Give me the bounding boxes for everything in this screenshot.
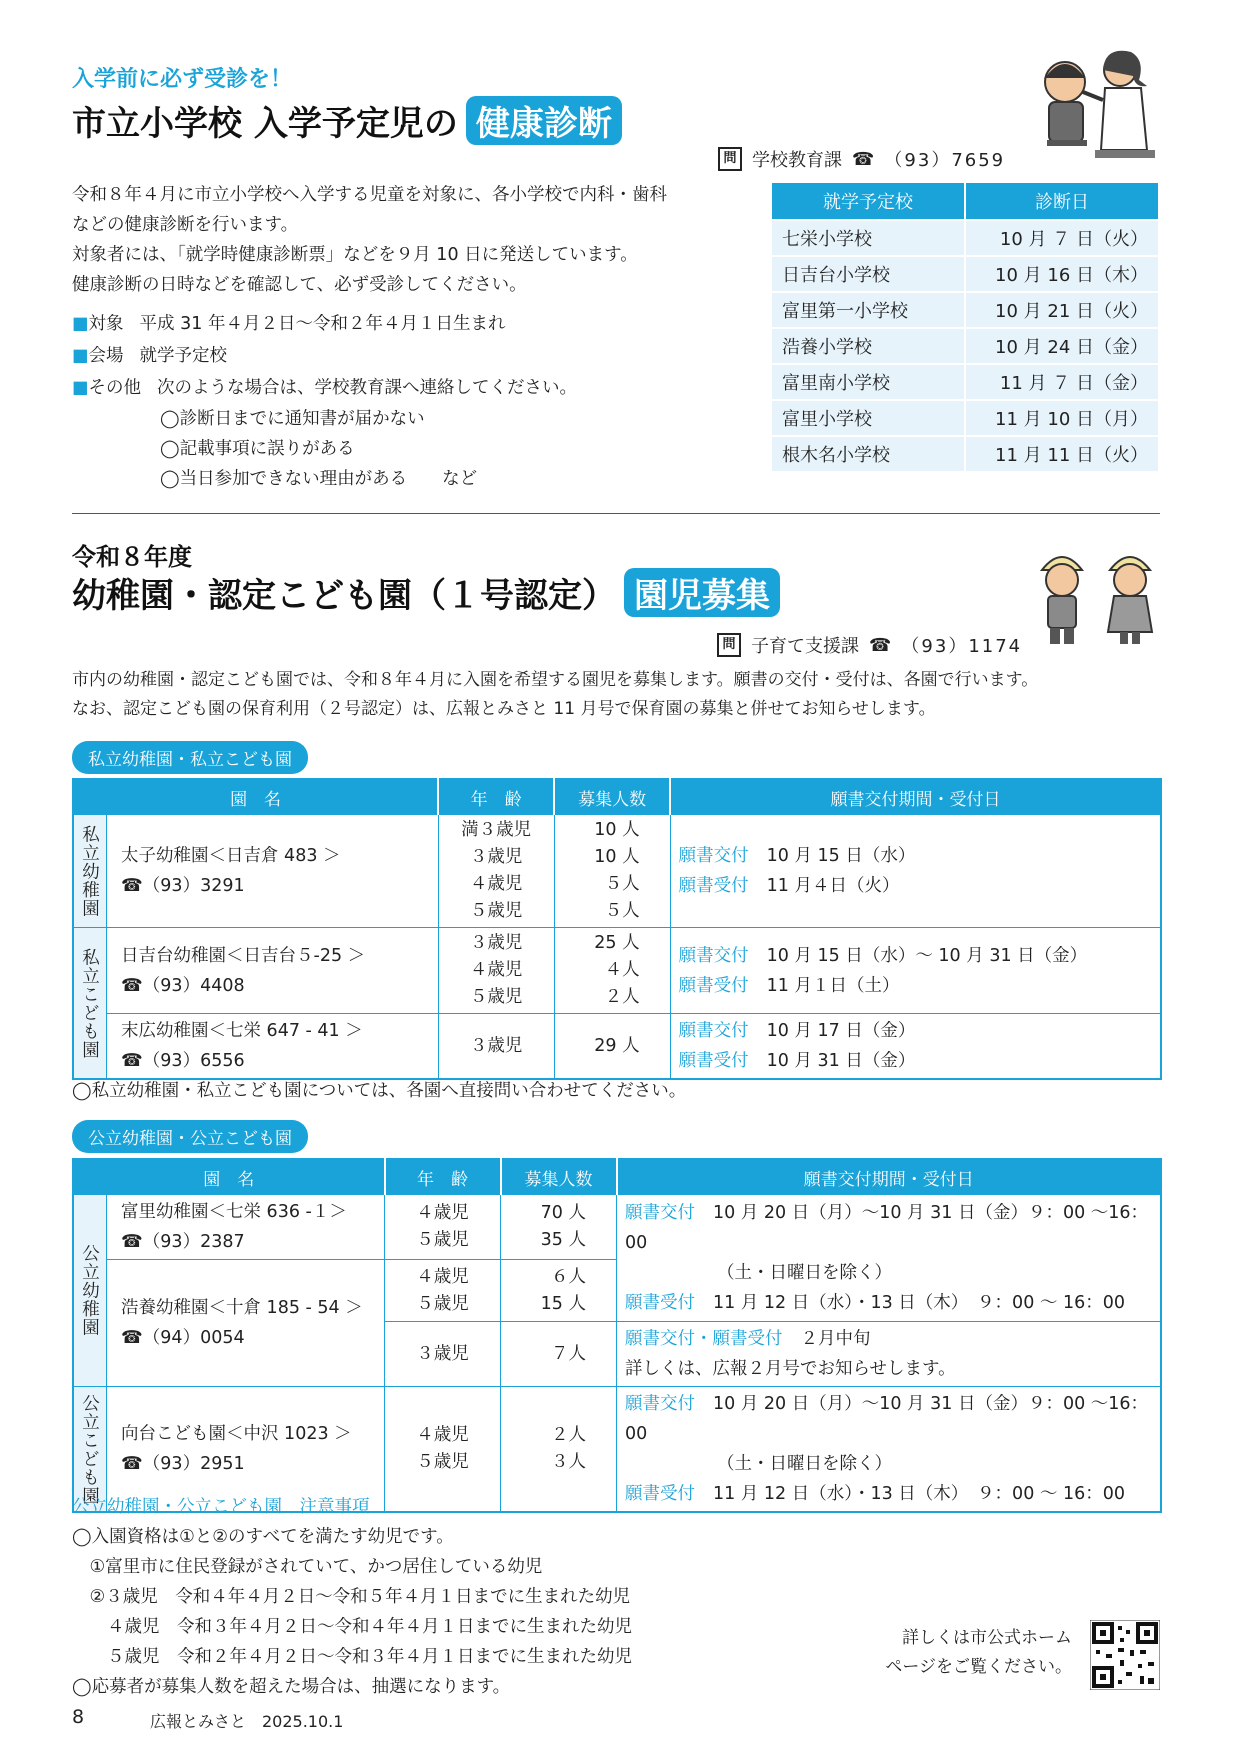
accept-label: 願書受付 xyxy=(625,1293,695,1313)
group-label: 公立幼稚園 xyxy=(73,1195,107,1387)
column-header: 診断日 xyxy=(965,182,1159,220)
date-cell: 11 月 10 日（月） xyxy=(965,400,1159,436)
group-label: 公立こども園 xyxy=(73,1387,107,1513)
table-row xyxy=(771,256,1159,292)
issue-date: 10 月 20 日（月）～10 月 31 日（金）９：00 ～16：00 xyxy=(625,1394,1149,1444)
table-header-row xyxy=(73,1159,1161,1195)
column-header: 願書交付期間・受付日 xyxy=(617,1159,1162,1195)
school-cell: 日吉台小学校 xyxy=(771,256,965,292)
note-line: ①富里市に住民登録がされていて、かつ居住している幼児 xyxy=(72,1557,543,1577)
section2-contact-dept: 子育て支援課 xyxy=(751,636,859,657)
accept-date: 11 月４日（火） xyxy=(766,876,900,896)
facility-name: 浩養幼稚園＜十倉 185 ‐ 54 ＞ xyxy=(121,1298,363,1318)
issue-label: 願書交付 xyxy=(678,945,749,966)
section1-title-text: 市立小学校 入学予定児の xyxy=(72,104,458,144)
bullet-text: 次のような場合は、学校教育課へ連絡してください。 xyxy=(157,378,578,398)
notes-title: 公立幼稚園・公立こども園 注意事項 xyxy=(72,1497,370,1517)
issue-label: 願書交付 xyxy=(625,1394,695,1414)
issue-note: （土・日曜日を除く） xyxy=(717,1454,892,1474)
table-header-row xyxy=(73,779,1161,815)
school-cell: 富里第一小学校 xyxy=(771,292,965,328)
table-row xyxy=(771,436,1159,472)
capacity: ２人 xyxy=(551,1425,586,1445)
capacity-cell xyxy=(554,928,670,1014)
bullet-text: 就学予定校 xyxy=(139,346,228,366)
age: ５歳児 xyxy=(469,901,523,921)
issue-accept-label: 願書交付・願書受付 xyxy=(625,1329,783,1349)
capacity: 29 人 xyxy=(594,1035,640,1056)
section2-paragraph xyxy=(72,666,1162,724)
facility-cell xyxy=(107,1014,439,1080)
note-line: ◯応募者が募集人数を超えた場合は、抽選になります。 xyxy=(72,1677,511,1697)
accept-label: 願書受付 xyxy=(678,975,749,996)
capacity: 35 人 xyxy=(540,1230,586,1250)
schedule-cell xyxy=(670,928,1161,1014)
age: ４歳児 xyxy=(416,1425,469,1445)
section1-title-highlight: 健康診断 xyxy=(466,96,622,145)
table-row xyxy=(73,815,1161,928)
school-cell: 根木名小学校 xyxy=(771,436,965,472)
capacity: ３人 xyxy=(551,1452,586,1472)
sub-item: ◯記載事項に誤りがある xyxy=(160,439,355,459)
age: 満３歳児 xyxy=(461,820,532,840)
issue-date: 10 月 20 日（月）～10 月 31 日（金）９：00 ～16：00 xyxy=(625,1203,1149,1253)
schedule-cell xyxy=(670,1014,1161,1080)
section1-paragraph xyxy=(72,180,712,300)
date-cell: 10 月 24 日（金） xyxy=(965,328,1159,364)
facility-name: 富里幼稚園＜七栄 636 ‐１＞ xyxy=(121,1202,347,1222)
age: ５歳児 xyxy=(416,1452,469,1472)
bullet-square-icon: ■ xyxy=(72,346,89,366)
age: ４歳児 xyxy=(469,874,523,894)
publication-info: 広報とみさと 2025.10.1 xyxy=(150,1712,344,1731)
qr-code-icon[interactable] xyxy=(1090,1620,1160,1690)
facility-name: 末広幼稚園＜七栄 647 ‐ 41 ＞ xyxy=(121,1021,363,1041)
capacity-cell xyxy=(554,1014,670,1080)
table-row xyxy=(73,1014,1161,1080)
table-row xyxy=(73,928,1161,1014)
accept-date: 10 月 31 日（金） xyxy=(766,1051,916,1071)
age: ４歳児 xyxy=(469,960,523,980)
bullet-venue xyxy=(72,340,712,372)
note-line: ５歳児 令和２年４月２日～令和３年４月１日までに生まれた幼児 xyxy=(72,1647,632,1667)
facility-name: 日吉台幼稚園＜日吉台５‐25 ＞ xyxy=(121,945,366,966)
section1-contact-dept: 学校教育課 xyxy=(752,150,842,171)
column-header: 願書交付期間・受付日 xyxy=(670,779,1161,815)
age-cell xyxy=(385,1195,501,1260)
column-header: 募集人数 xyxy=(501,1159,617,1195)
private-section-pill: 私立幼稚園・私立こども園 xyxy=(72,741,308,774)
schedule-cell xyxy=(670,815,1161,928)
section1-paragraph-line: 健康診断の日時などを確認して、必ず受診してください。 xyxy=(72,275,527,295)
facility-name: 太子幼稚園＜日吉倉 483 ＞ xyxy=(121,846,341,866)
column-header: 募集人数 xyxy=(554,779,670,815)
facility-cell xyxy=(107,1260,385,1387)
section1-contact xyxy=(718,146,1005,172)
bullet-label: 対象 xyxy=(88,314,124,334)
capacity: 10 人 xyxy=(594,847,640,867)
capacity-cell xyxy=(501,1195,617,1260)
bullet-text: 平成 31 年４月２日～令和２年４月１日生まれ xyxy=(139,314,506,334)
inquiry-box-icon: 問 xyxy=(718,147,742,171)
section1-kicker: 入学前に必ず受診を！ xyxy=(72,67,293,92)
age-cell xyxy=(438,928,554,1014)
school-cell: 富里南小学校 xyxy=(771,364,965,400)
capacity: ６人 xyxy=(551,1266,586,1287)
age: ５歳児 xyxy=(469,987,523,1007)
bullet-square-icon: ■ xyxy=(72,314,89,334)
section-divider xyxy=(72,513,1160,514)
capacity: 10 人 xyxy=(594,820,640,840)
health-check-schedule-table xyxy=(770,181,1160,473)
age: ３歳児 xyxy=(469,847,523,867)
accept-label: 願書受付 xyxy=(678,876,749,896)
bullet-label: その他 xyxy=(88,378,142,398)
section1-paragraph-line: 対象者には、「就学時健康診断票」などを９月 10 日に発送しています。 xyxy=(72,245,638,265)
issue-label: 願書交付 xyxy=(678,1021,749,1041)
schedule-note: 詳しくは、広報２月号でお知らせします。 xyxy=(625,1359,956,1379)
date-cell: 11 月 11 日（火） xyxy=(965,436,1159,472)
section1-paragraph-line: などの健康診断を行います。 xyxy=(72,215,299,235)
public-section-pill: 公立幼稚園・公立こども園 xyxy=(72,1120,308,1153)
section1-title xyxy=(72,96,622,145)
date-cell: 10 月 21 日（火） xyxy=(965,292,1159,328)
section2-title-text: 幼稚園・認定こども園（１号認定） xyxy=(72,576,616,616)
bullet-other xyxy=(72,372,712,404)
section1-bullets xyxy=(72,308,712,494)
facility-cell xyxy=(107,1195,385,1260)
note-line: ◯入園資格は①と②のすべてを満たす幼児です。 xyxy=(72,1527,454,1547)
public-kindergarten-table xyxy=(72,1158,1162,1513)
section2-title-highlight: 園児募集 xyxy=(624,568,780,617)
age: ３歳児 xyxy=(469,933,523,953)
note-line: ②３歳児 令和４年４月２日～令和５年４月１日までに生まれた幼児 xyxy=(72,1587,631,1607)
date-cell: 11 月 ７ 日（金） xyxy=(965,364,1159,400)
age: ４歳児 xyxy=(416,1266,469,1287)
issue-label: 願書交付 xyxy=(678,846,749,866)
capacity-cell xyxy=(501,1260,617,1322)
issue-date: 10 月 15 日（水） xyxy=(766,846,916,866)
accept-date: 11 月 12 日（水）・13 日（木） ９：00 ～ 16：00 xyxy=(713,1293,1125,1313)
table-row xyxy=(771,292,1159,328)
school-cell: 七栄小学校 xyxy=(771,220,965,256)
facility-tel: ☎（93）3291 xyxy=(121,876,245,896)
table-header-row xyxy=(771,182,1159,220)
facility-tel: ☎（93）2387 xyxy=(121,1232,245,1252)
section1-paragraph-line: 令和８年４月に市立小学校へ入学する児童を対象に、各小学校で内科・歯科 xyxy=(72,185,667,205)
section2-contact xyxy=(717,632,1022,658)
facility-cell xyxy=(107,815,439,928)
accept-label: 願書受付 xyxy=(625,1484,695,1504)
group-label: 私立幼稚園 xyxy=(73,815,107,928)
private-note: ◯私立幼稚園・私立こども園については、各園へ直接問い合わせてください。 xyxy=(72,1081,687,1101)
accept-date: 11 月１日（土） xyxy=(766,975,900,996)
school-cell: 浩養小学校 xyxy=(771,328,965,364)
homepage-line: 詳しくは市公式ホーム xyxy=(902,1628,1072,1648)
phone-icon: ☎ xyxy=(869,634,892,656)
section2-contact-tel: （93）1174 xyxy=(901,636,1023,657)
capacity: 70 人 xyxy=(540,1203,586,1223)
note-line: ４歳児 令和３年４月２日～令和４年４月１日までに生まれた幼児 xyxy=(72,1617,632,1637)
bullet-square-icon: ■ xyxy=(72,378,89,398)
school-cell: 富里小学校 xyxy=(771,400,965,436)
group-label: 私立こども園 xyxy=(73,928,107,1080)
homepage-note xyxy=(882,1624,1072,1682)
facility-tel: ☎（93）2951 xyxy=(121,1454,245,1474)
date-cell: 10 月 16 日（木） xyxy=(965,256,1159,292)
table-row xyxy=(73,1195,1161,1260)
capacity: ５人 xyxy=(604,874,640,894)
facility-tel: ☎（93）4408 xyxy=(121,975,245,996)
capacity: 25 人 xyxy=(594,933,640,953)
schedule-cell xyxy=(617,1322,1162,1387)
capacity: ４人 xyxy=(604,960,640,980)
table-row xyxy=(771,328,1159,364)
age: ３歳児 xyxy=(469,1035,523,1056)
phone-icon: ☎ xyxy=(852,148,875,170)
table-row xyxy=(771,400,1159,436)
facility-tel: ☎（94）0054 xyxy=(121,1328,245,1348)
issue-date: 10 月 17 日（金） xyxy=(766,1021,916,1041)
sub-item: ◯診断日までに通知書が届かない xyxy=(160,409,425,429)
page-number: 8 xyxy=(72,1706,85,1728)
private-kindergarten-table xyxy=(72,778,1162,1080)
column-header: 年 齢 xyxy=(438,779,554,815)
bullet-label: 会場 xyxy=(88,346,124,366)
section2-title xyxy=(72,568,780,617)
accept-label: 願書受付 xyxy=(678,1051,749,1071)
bullet-target xyxy=(72,308,712,340)
doctor-checkup-illustration xyxy=(1035,40,1160,165)
issue-date: 10 月 15 日（水）～ 10 月 31 日（金） xyxy=(766,945,1088,966)
column-header: 就学予定校 xyxy=(771,182,965,220)
facility-name: 向台こども園＜中沢 1023 ＞ xyxy=(121,1424,352,1444)
age-cell xyxy=(438,1014,554,1080)
kindergarten-children-illustration xyxy=(1030,540,1165,650)
age: ５歳児 xyxy=(416,1230,469,1250)
facility-cell xyxy=(107,928,439,1014)
capacity: ２人 xyxy=(604,987,640,1007)
age-cell xyxy=(438,815,554,928)
issue-label: 願書交付 xyxy=(625,1203,695,1223)
age: ５歳児 xyxy=(416,1293,469,1314)
column-header: 年 齢 xyxy=(385,1159,501,1195)
accept-date: 11 月 12 日（水）・13 日（木） ９：00 ～ 16：00 xyxy=(713,1484,1125,1504)
age-cell: ３歳児 xyxy=(385,1322,501,1387)
inquiry-box-icon: 問 xyxy=(717,633,741,657)
issue-note: （土・日曜日を除く） xyxy=(717,1263,892,1283)
table-row xyxy=(771,220,1159,256)
homepage-line: ページをご覧ください。 xyxy=(885,1657,1072,1677)
age: ４歳児 xyxy=(416,1203,469,1223)
capacity: 15 人 xyxy=(540,1293,586,1314)
sub-item: ◯当日参加できない理由がある など xyxy=(160,469,478,489)
date-cell: 10 月 ７ 日（火） xyxy=(965,220,1159,256)
section2-paragraph-line: 市内の幼稚園・認定こども園では、令和８年４月に入園を希望する園児を募集します。願書の交付・受付は、各園で行います。 xyxy=(72,670,1039,690)
column-header: 園 名 xyxy=(73,779,438,815)
facility-tel: ☎（93）6556 xyxy=(121,1051,245,1071)
capacity: ５人 xyxy=(604,901,640,921)
table-row xyxy=(771,364,1159,400)
section1-contact-tel: （93）7659 xyxy=(884,150,1006,171)
issue-accept-date: ２月中旬 xyxy=(800,1329,871,1349)
section2-kicker: 令和８年度 xyxy=(72,543,192,571)
capacity-cell xyxy=(554,815,670,928)
schedule-cell xyxy=(617,1195,1162,1322)
capacity-cell: ７人 xyxy=(501,1322,617,1387)
age-cell xyxy=(385,1260,501,1322)
public-notes xyxy=(72,1492,892,1702)
section2-paragraph-line: なお、認定こども園の保育利用（２号認定）は、広報とみさと 11 月号で保育園の募集と併せてお知らせします。 xyxy=(72,699,936,719)
column-header: 園 名 xyxy=(73,1159,385,1195)
